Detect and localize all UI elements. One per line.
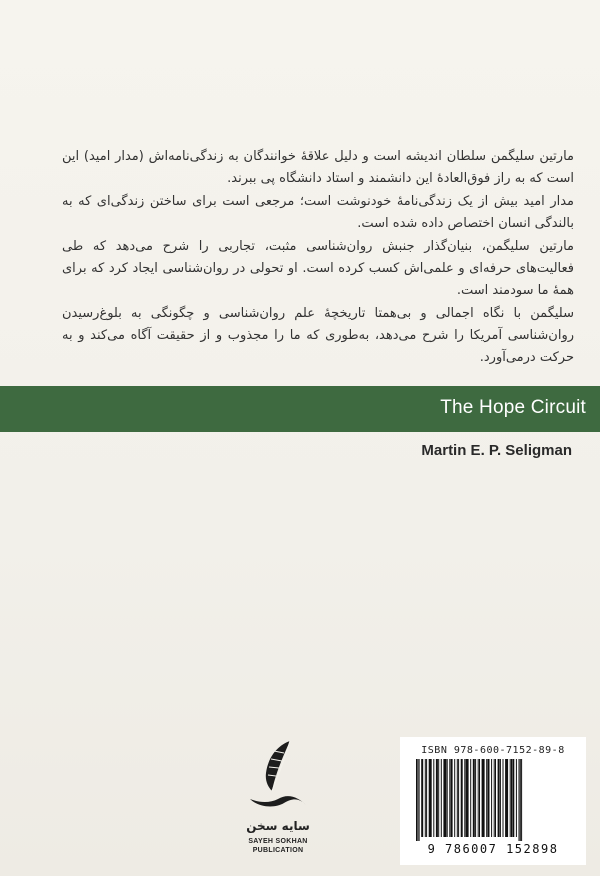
- publisher-label-en: PUBLICATION: [252, 847, 304, 854]
- blurb-paragraph-3: مارتین سلیگمن، بنیان‌گذار جنبش روان‌شناسی مثبت، تجاربی را شرح می‌دهد که طی فعالیت‌های حرفه‌ای و علمی‌اش کسب کرده است. او تحولی در روان‌شناسی ایجاد کرد که برای همهٔ ما سودمند است.: [62, 239, 574, 298]
- barcode-panel: [400, 737, 586, 865]
- publisher-name-fa: سایه سخن: [246, 819, 310, 833]
- author-name: Martin E. P. Seligman: [421, 442, 572, 459]
- publisher-logo: [228, 737, 360, 865]
- blurb-paragraph-4: سلیگمن با نگاه اجمالی و بی‌همتا تاریخچهٔ علم روان‌شناسی و چگونگی به بلوغ‌رسیدن روان‌شناسی آمریکا را شرح می‌دهد، به‌طوری که ما را مجذوب و از حقیقت آگاه می‌کند و به حرکت درمی‌آورد.: [62, 306, 574, 365]
- blurb-paragraph-2: مدار امید بیش از یک زندگی‌نامهٔ خودنوشت است؛ مرجعی است برای ساختن زندگی‌ای که به بالندگی انسان اختصاص داده شده است.: [62, 194, 574, 231]
- blurb-paragraph-1: مارتین سلیگمن سلطان اندیشه است و دلیل علاقهٔ خوانندگان به زندگی‌نامه‌اش (مدار امید) این است که به راز فوق‌العادهٔ این دانشمند و استاد دانشگاه پی ببرند.: [62, 149, 574, 186]
- barcode-image: [414, 759, 572, 841]
- feather-quill-icon: [244, 737, 312, 817]
- book-title: The Hope Circuit: [440, 397, 586, 418]
- isbn-text: ISBN 978-600-7152-89-8: [421, 745, 565, 756]
- title-band: [0, 386, 600, 432]
- publisher-name-en: SAYEH SOKHAN: [248, 838, 308, 845]
- blurb-text: [62, 146, 574, 370]
- ean-digits: 9 786007 152898: [427, 842, 559, 856]
